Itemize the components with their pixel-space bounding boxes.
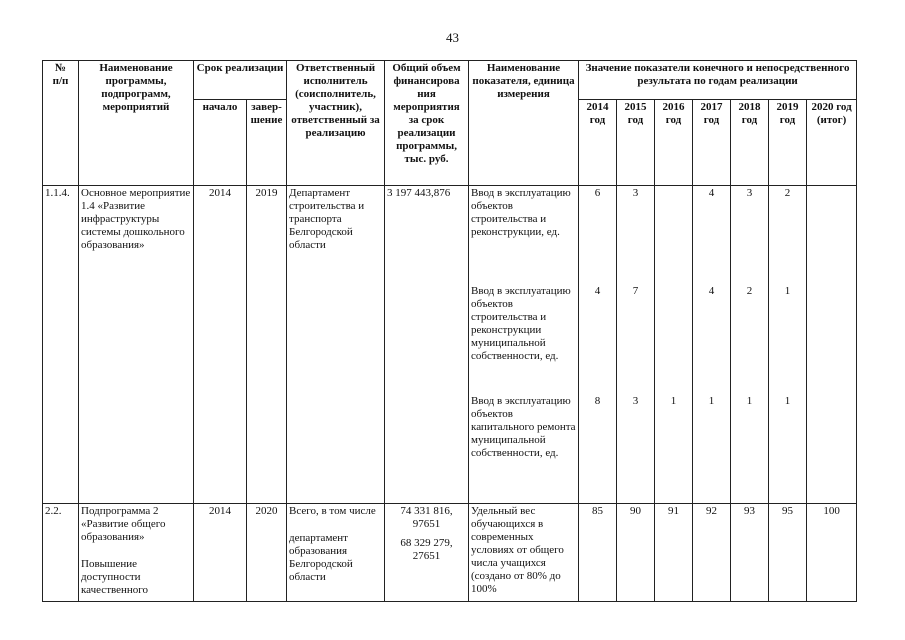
value: 3 <box>632 395 639 407</box>
value: 7 <box>632 285 639 297</box>
header-values-group: Значение показатели конечного и непосредственного результата по годам реализации <box>579 61 857 100</box>
header-finance: Общий объем финансирова ния мероприятия за срок реализации программы, тыс. руб. <box>385 61 469 186</box>
header-term-start: начало <box>194 100 247 186</box>
value-2015: 90 <box>617 504 655 602</box>
value-2020: 100 <box>807 504 857 602</box>
row-executor-line: Всего, в том числе <box>289 505 376 517</box>
indicator-label: Ввод в эксплуатацию объектов капитального ремонта муниципальной собственности, ед. <box>471 395 576 459</box>
value-2018: 93 <box>731 504 769 602</box>
value: 1 <box>784 395 791 407</box>
row-name: Основное мероприятие 1.4 «Развитие инфраструктуры системы дошкольного образования» <box>79 186 194 504</box>
row-name <box>79 504 194 602</box>
row-num: 2.2. <box>43 504 79 602</box>
value: 1 <box>708 395 715 407</box>
value-2014: 85 <box>579 504 617 602</box>
program-table <box>42 60 857 602</box>
header-year-2019: 2019 год <box>769 100 807 186</box>
row-name-line: Подпрограмма 2 «Развитие общего образования» <box>81 505 166 543</box>
value <box>657 285 690 395</box>
header-name: Наименование программы, подпрограмм, мероприятий <box>79 61 194 186</box>
header-year-2016: 2016 год <box>655 100 693 186</box>
value: 1 <box>670 395 677 407</box>
value <box>657 187 690 285</box>
row-indicators <box>469 186 579 504</box>
row-indicator: Удельный вес обучающихся в современных условиях от общего числа учащихся (создано от 80% до 100% <box>469 504 579 602</box>
value-2017 <box>693 186 731 504</box>
value: 1 <box>746 395 753 407</box>
value-2016: 91 <box>655 504 693 602</box>
header-indicator: Наименование показателя, единица измерения <box>469 61 579 186</box>
header-year-2020: 2020 год (итог) <box>807 100 857 186</box>
header-year-2015: 2015 год <box>617 100 655 186</box>
row-finance <box>385 504 469 602</box>
table-row <box>43 186 857 504</box>
row-executor <box>287 504 385 602</box>
value-2019: 95 <box>769 504 807 602</box>
value: 4 <box>708 285 715 297</box>
row-num: 1.1.4. <box>43 186 79 504</box>
header-year-2014: 2014 год <box>579 100 617 186</box>
value-2019 <box>769 186 807 504</box>
value: 1 <box>784 285 791 297</box>
value-2018 <box>731 186 769 504</box>
value: 6 <box>594 187 601 199</box>
row-finance: 3 197 443,876 <box>385 186 469 504</box>
value: 3 <box>746 187 753 199</box>
value-2020 <box>807 186 857 504</box>
value-2016 <box>655 186 693 504</box>
value: 2 <box>746 285 753 297</box>
header-num: № п/п <box>43 61 79 186</box>
row-start: 2014 <box>194 186 247 504</box>
header-executor: Ответственный исполнитель (соисполнитель, участник), ответственный за реализацию <box>287 61 385 186</box>
value <box>809 187 854 285</box>
value-2015 <box>617 186 655 504</box>
row-executor-line: департамент образования Белгородской области <box>289 532 353 583</box>
row-end: 2020 <box>247 504 287 602</box>
row-name-line: Повышение доступности качественного <box>81 558 149 596</box>
value: 8 <box>594 395 601 407</box>
value: 2 <box>784 187 791 199</box>
page-number: 43 <box>446 30 459 45</box>
value: 4 <box>708 187 715 199</box>
header-row-1 <box>43 61 857 100</box>
indicator-label: Ввод в эксплуатацию объектов строительства и реконструкции, ед. <box>471 187 571 238</box>
header-term: Срок реализации <box>194 61 287 100</box>
table-row <box>43 504 857 602</box>
row-start: 2014 <box>194 504 247 602</box>
header-year-2017: 2017 год <box>693 100 731 186</box>
header-term-end: завер-шение <box>247 100 287 186</box>
value-2017: 92 <box>693 504 731 602</box>
row-executor: Департамент строительства и транспорта Белгородской области <box>287 186 385 504</box>
value: 3 <box>632 187 639 199</box>
value <box>809 285 854 395</box>
value: 4 <box>594 285 601 297</box>
value-2014 <box>579 186 617 504</box>
row-end: 2019 <box>247 186 287 504</box>
row-finance-line: 68 329 279, 27651 <box>400 537 453 562</box>
header-year-2018: 2018 год <box>731 100 769 186</box>
row-finance-line: 74 331 816, 97651 <box>400 505 453 530</box>
indicator-label: Ввод в эксплуатацию объектов строительства и реконструкции муниципальной собственности, ед. <box>471 285 571 362</box>
